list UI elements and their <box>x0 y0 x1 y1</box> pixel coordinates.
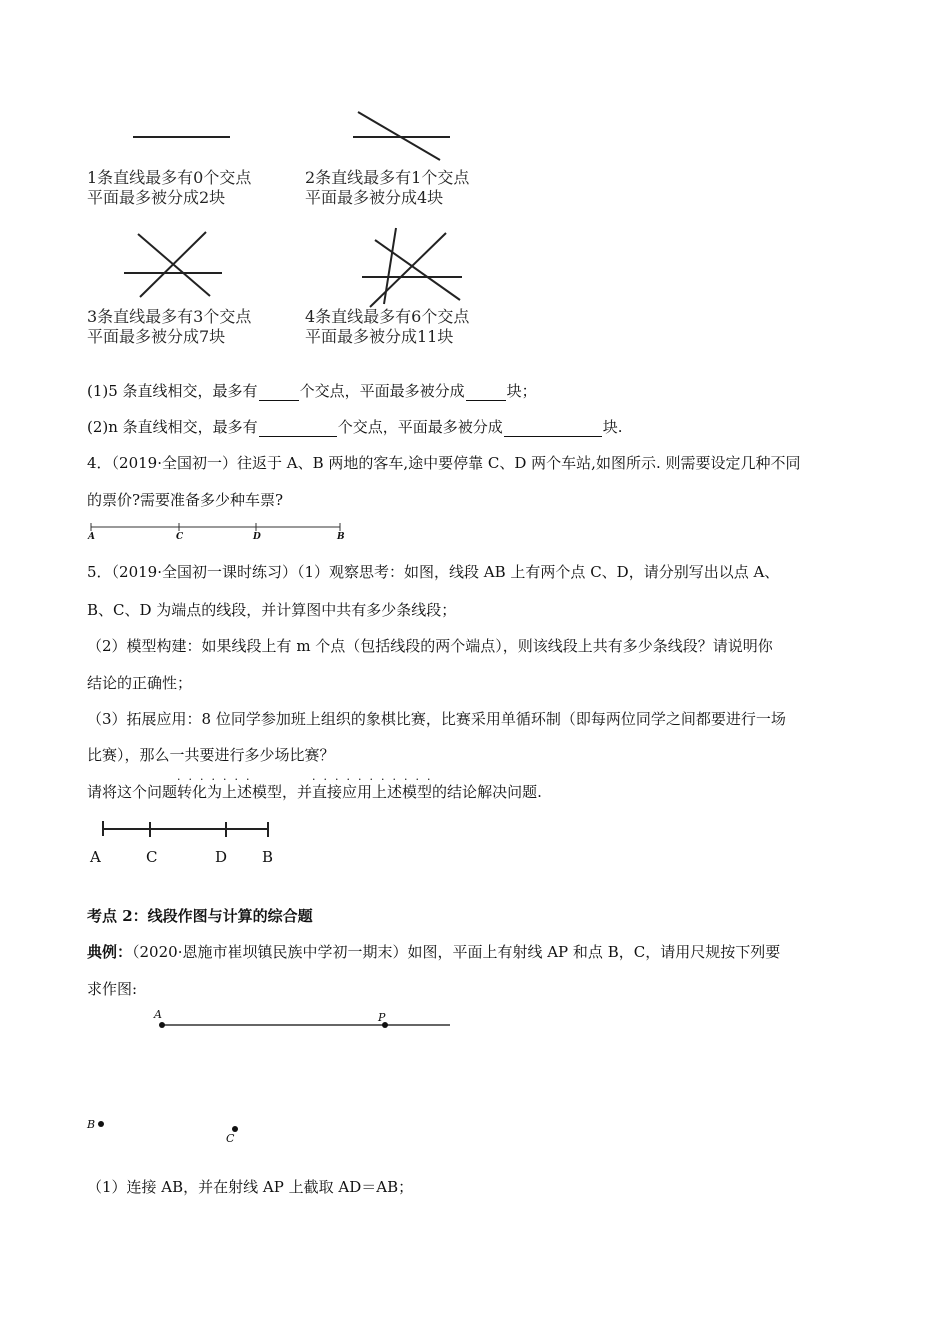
blank-2b[interactable] <box>504 420 602 437</box>
fig3-line-d2 <box>140 232 206 297</box>
problem-5-line5: （3）拓展应用：8 位同学参加班上组织的象棋比赛，比赛采用单循环制（即每两位同学之间都要进行一场 <box>87 710 786 728</box>
p4-label-a: A <box>88 532 95 542</box>
caption-1-line1: 1条直线最多有0个交点 <box>87 168 252 187</box>
blank-1a[interactable] <box>259 384 299 401</box>
blank-2a[interactable] <box>259 420 337 437</box>
question-1: (1)5 条直线相交，最多有 个交点，平面最多被分成 块； <box>87 382 537 400</box>
label-p: P <box>378 1011 386 1024</box>
problem-5-line2: B、C、D 为端点的线段，并计算图中共有多少条线段； <box>87 601 457 619</box>
label-b: B <box>87 1118 96 1131</box>
p4-label-b: B <box>337 532 345 542</box>
label-c: C <box>226 1132 235 1145</box>
question-2: (2)n 条直线相交，最多有 个交点，平面最多被分成 块. <box>87 418 623 436</box>
caption-3-line1: 3条直线最多有3个交点 <box>87 307 252 326</box>
emphasis-conclusion: ··········· 直接应用上述模型的结论 <box>312 773 478 801</box>
caption-2-line2: 平面最多被分成4块 <box>305 188 444 207</box>
example-label: 典例： <box>87 943 133 961</box>
p5-label-d: D <box>215 848 228 866</box>
point-a <box>159 1022 165 1028</box>
caption-3-line2: 平面最多被分成7块 <box>87 327 226 346</box>
problem-5-line1: 5．（2019·全国初一课时练习）（1）观察思考：如图，线段 AB 上有两个点 C、D，请分别写出以点 A、 <box>87 563 780 581</box>
p5-label-c: C <box>146 848 158 866</box>
problem-5-line3: （2）模型构建：如果线段上有 m 个点（包括线段的两个端点），则该线段上共有多少条线段？请说明你 <box>87 637 773 655</box>
section-2-title: 考点 2：线段作图与计算的综合题 <box>87 907 313 925</box>
fig3-line-d1 <box>138 234 210 296</box>
point-b <box>98 1121 104 1127</box>
problem-5-line6: 比赛），那么一共要进行多少场比赛？ <box>87 746 335 764</box>
p5-label-a: A <box>90 848 101 866</box>
p4-label-d: D <box>253 532 261 542</box>
p4-label-c: C <box>176 532 184 542</box>
example-line1: 典例：（2020·恩施市崔坝镇民族中学初一期末）如图，平面上有射线 AP 和点 B，C，请用尺规按下列要 <box>87 943 781 961</box>
problem-4-line2: 的票价?需要准备多少种车票? <box>87 491 284 509</box>
label-a: A <box>154 1008 162 1021</box>
fig4-line-v <box>384 228 396 304</box>
p5-label-b: B <box>262 848 274 866</box>
caption-4-line2: 平面最多被分成11块 <box>305 327 454 346</box>
example-line2: 求作图: <box>87 980 138 998</box>
caption-2-line1: 2条直线最多有1个交点 <box>305 168 470 187</box>
caption-1-line2: 平面最多被分成2块 <box>87 188 226 207</box>
caption-1 <box>87 168 251 208</box>
caption-4 <box>305 307 469 347</box>
problem-4-line1: 4．（2019·全国初一）往返于 A、B 两地的客车,途中要停靠 C、D 两个车站,如图所示. 则需要设定几种不同 <box>87 454 801 472</box>
step-1: （1）连接 AB，并在射线 AP 上截取 AD＝AB； <box>87 1178 414 1196</box>
caption-4-line1: 4条直线最多有6个交点 <box>305 307 470 326</box>
problem-5-line7: 请将这个问题 ······· 转化为上述模型，并 ··········· 直接应用上述模型的结论解决问题. <box>87 773 542 801</box>
caption-3 <box>87 307 251 347</box>
problem-5-line4: 结论的正确性； <box>87 674 193 692</box>
blank-1b[interactable] <box>466 384 506 401</box>
caption-2 <box>305 168 469 208</box>
emphasis-model: ······· 转化为上述模型 <box>177 773 283 801</box>
